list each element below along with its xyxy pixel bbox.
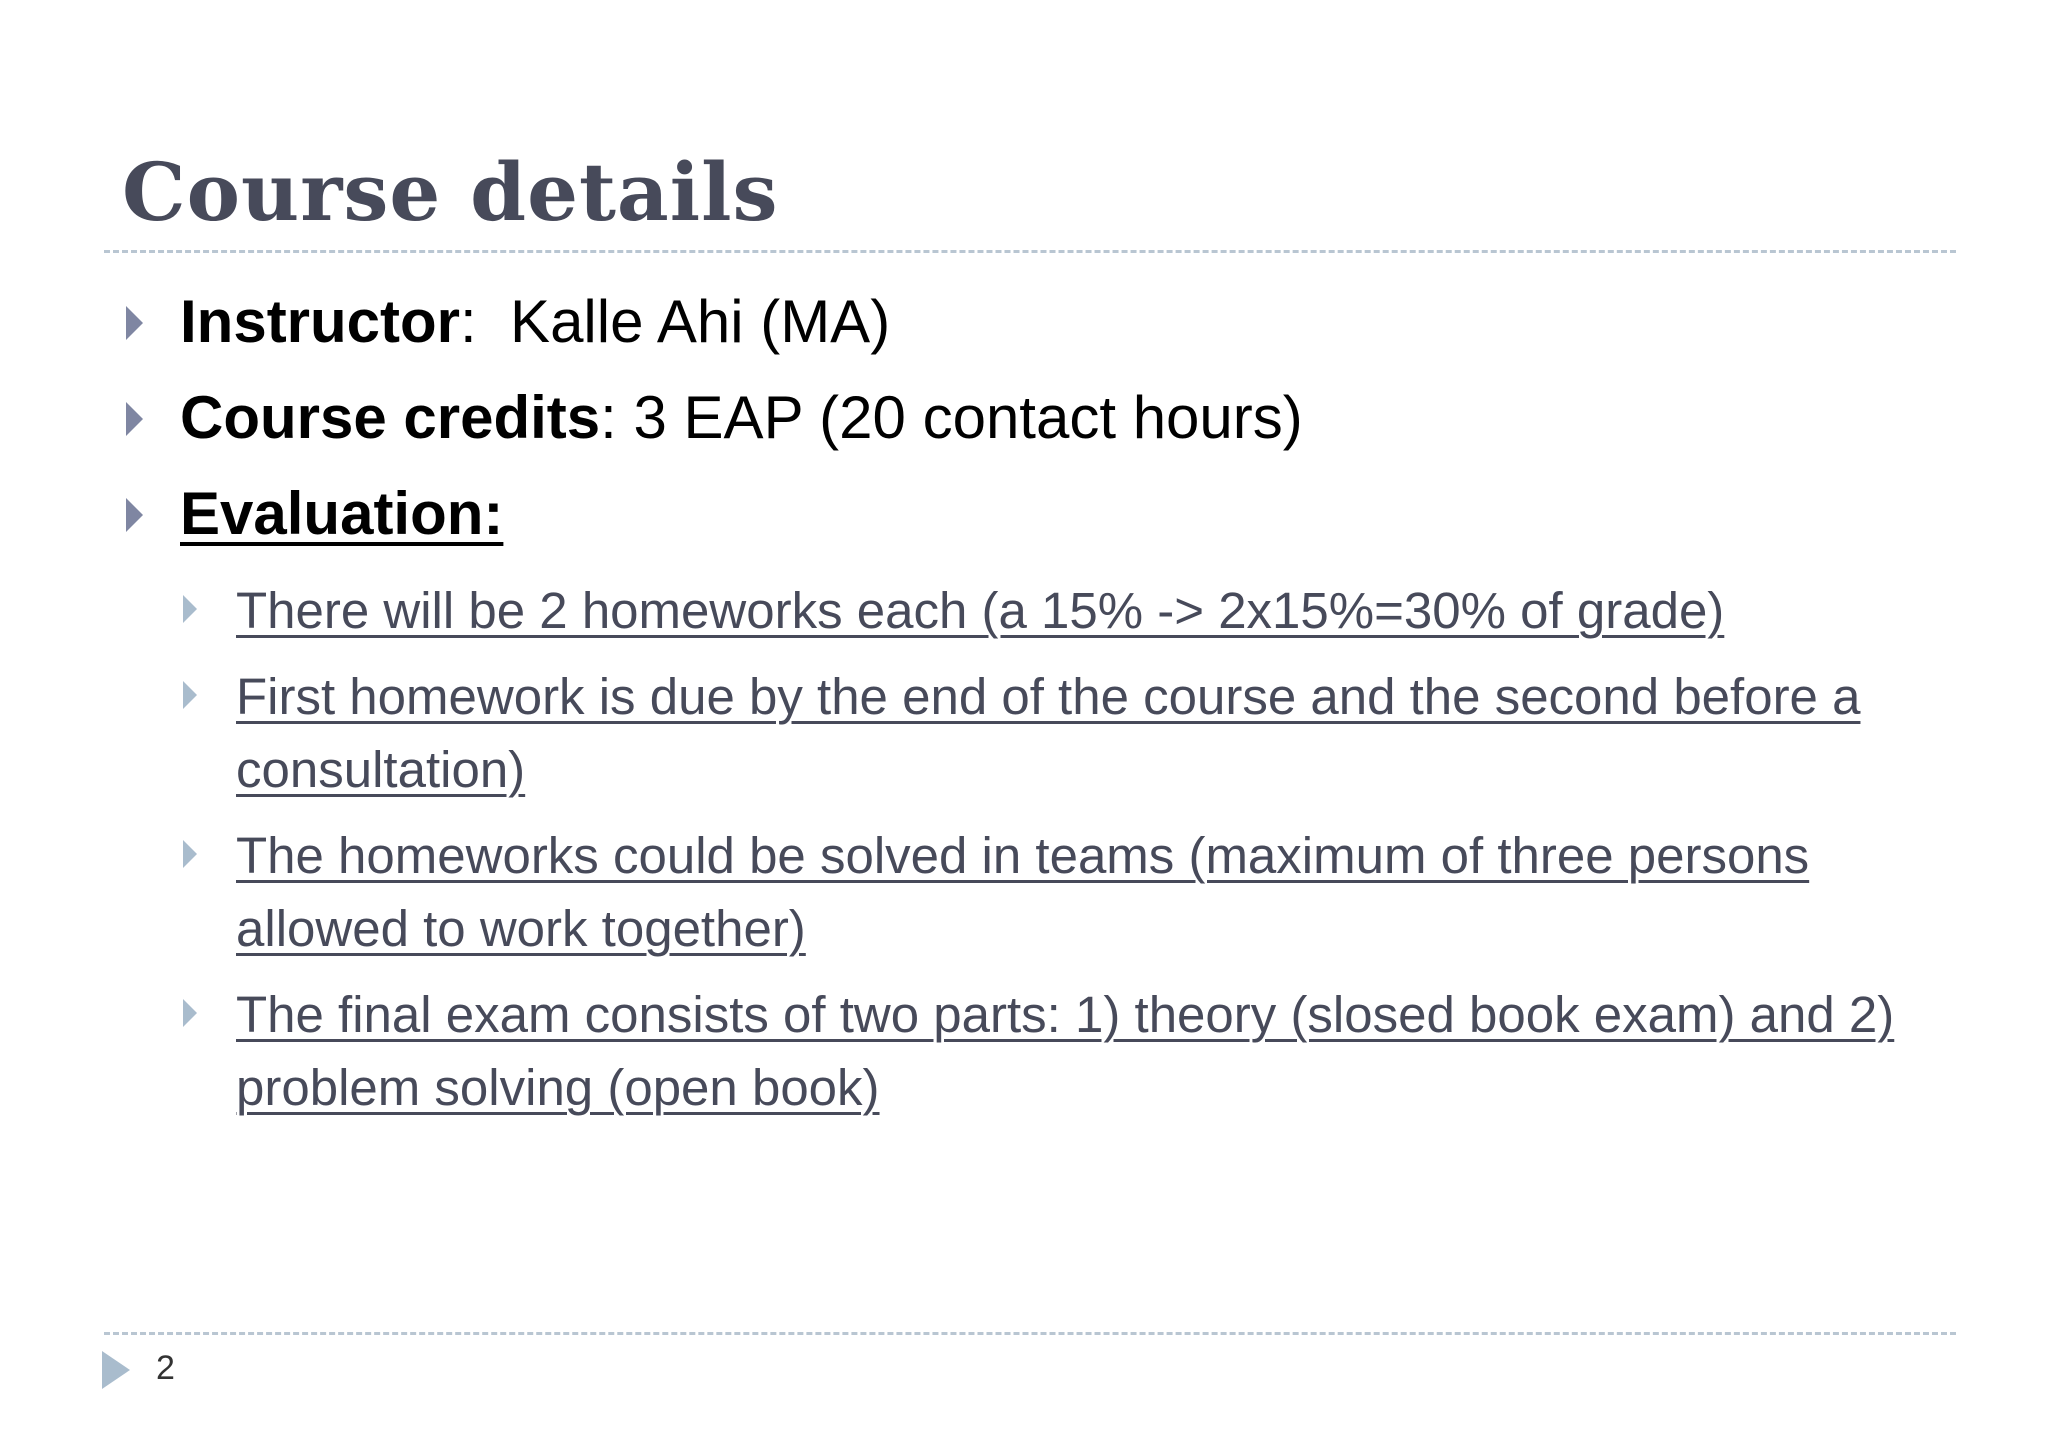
- bullet-arrow-icon: [126, 306, 143, 340]
- sub-bullet-arrow-icon: [183, 595, 197, 623]
- evaluation-item: The homeworks could be solved in teams (maximum of three persons allowed to work together): [236, 827, 1810, 957]
- item-separator: :: [600, 384, 634, 451]
- footer-arrow-icon: [102, 1351, 130, 1389]
- item-value: 3 EAP (20 contact hours): [633, 384, 1303, 451]
- item-separator: :: [460, 288, 511, 355]
- title-divider: [104, 250, 1956, 253]
- item-key: Course credits: [180, 384, 601, 451]
- footer-divider: [104, 1332, 1956, 1335]
- sub-bullet-arrow-icon: [183, 681, 197, 709]
- item-value: Kalle Ahi (MA): [510, 288, 891, 355]
- bullet-arrow-icon: [126, 498, 143, 532]
- list-item-course-credits: [180, 382, 1303, 454]
- evaluation-item: There will be 2 homeworks each (a 15% -> 2x15%=30% of grade): [236, 582, 1725, 639]
- evaluation-item: The final exam consists of two parts: 1) theory (slosed book exam) and 2) problem solving (open book): [236, 986, 1895, 1116]
- sub-bullet-arrow-icon: [183, 999, 197, 1027]
- item-key: Evaluation:: [180, 480, 504, 547]
- slide-title: Course details: [122, 145, 779, 239]
- page-number: 2: [156, 1349, 175, 1387]
- bullet-arrow-icon: [126, 402, 143, 436]
- sub-bullet-arrow-icon: [183, 840, 197, 868]
- evaluation-item: First homework is due by the end of the course and the second before a consultation): [236, 668, 1861, 798]
- list-item-evaluation: [180, 478, 503, 550]
- item-key: Instructor: [180, 288, 461, 355]
- list-item-instructor: [180, 286, 890, 358]
